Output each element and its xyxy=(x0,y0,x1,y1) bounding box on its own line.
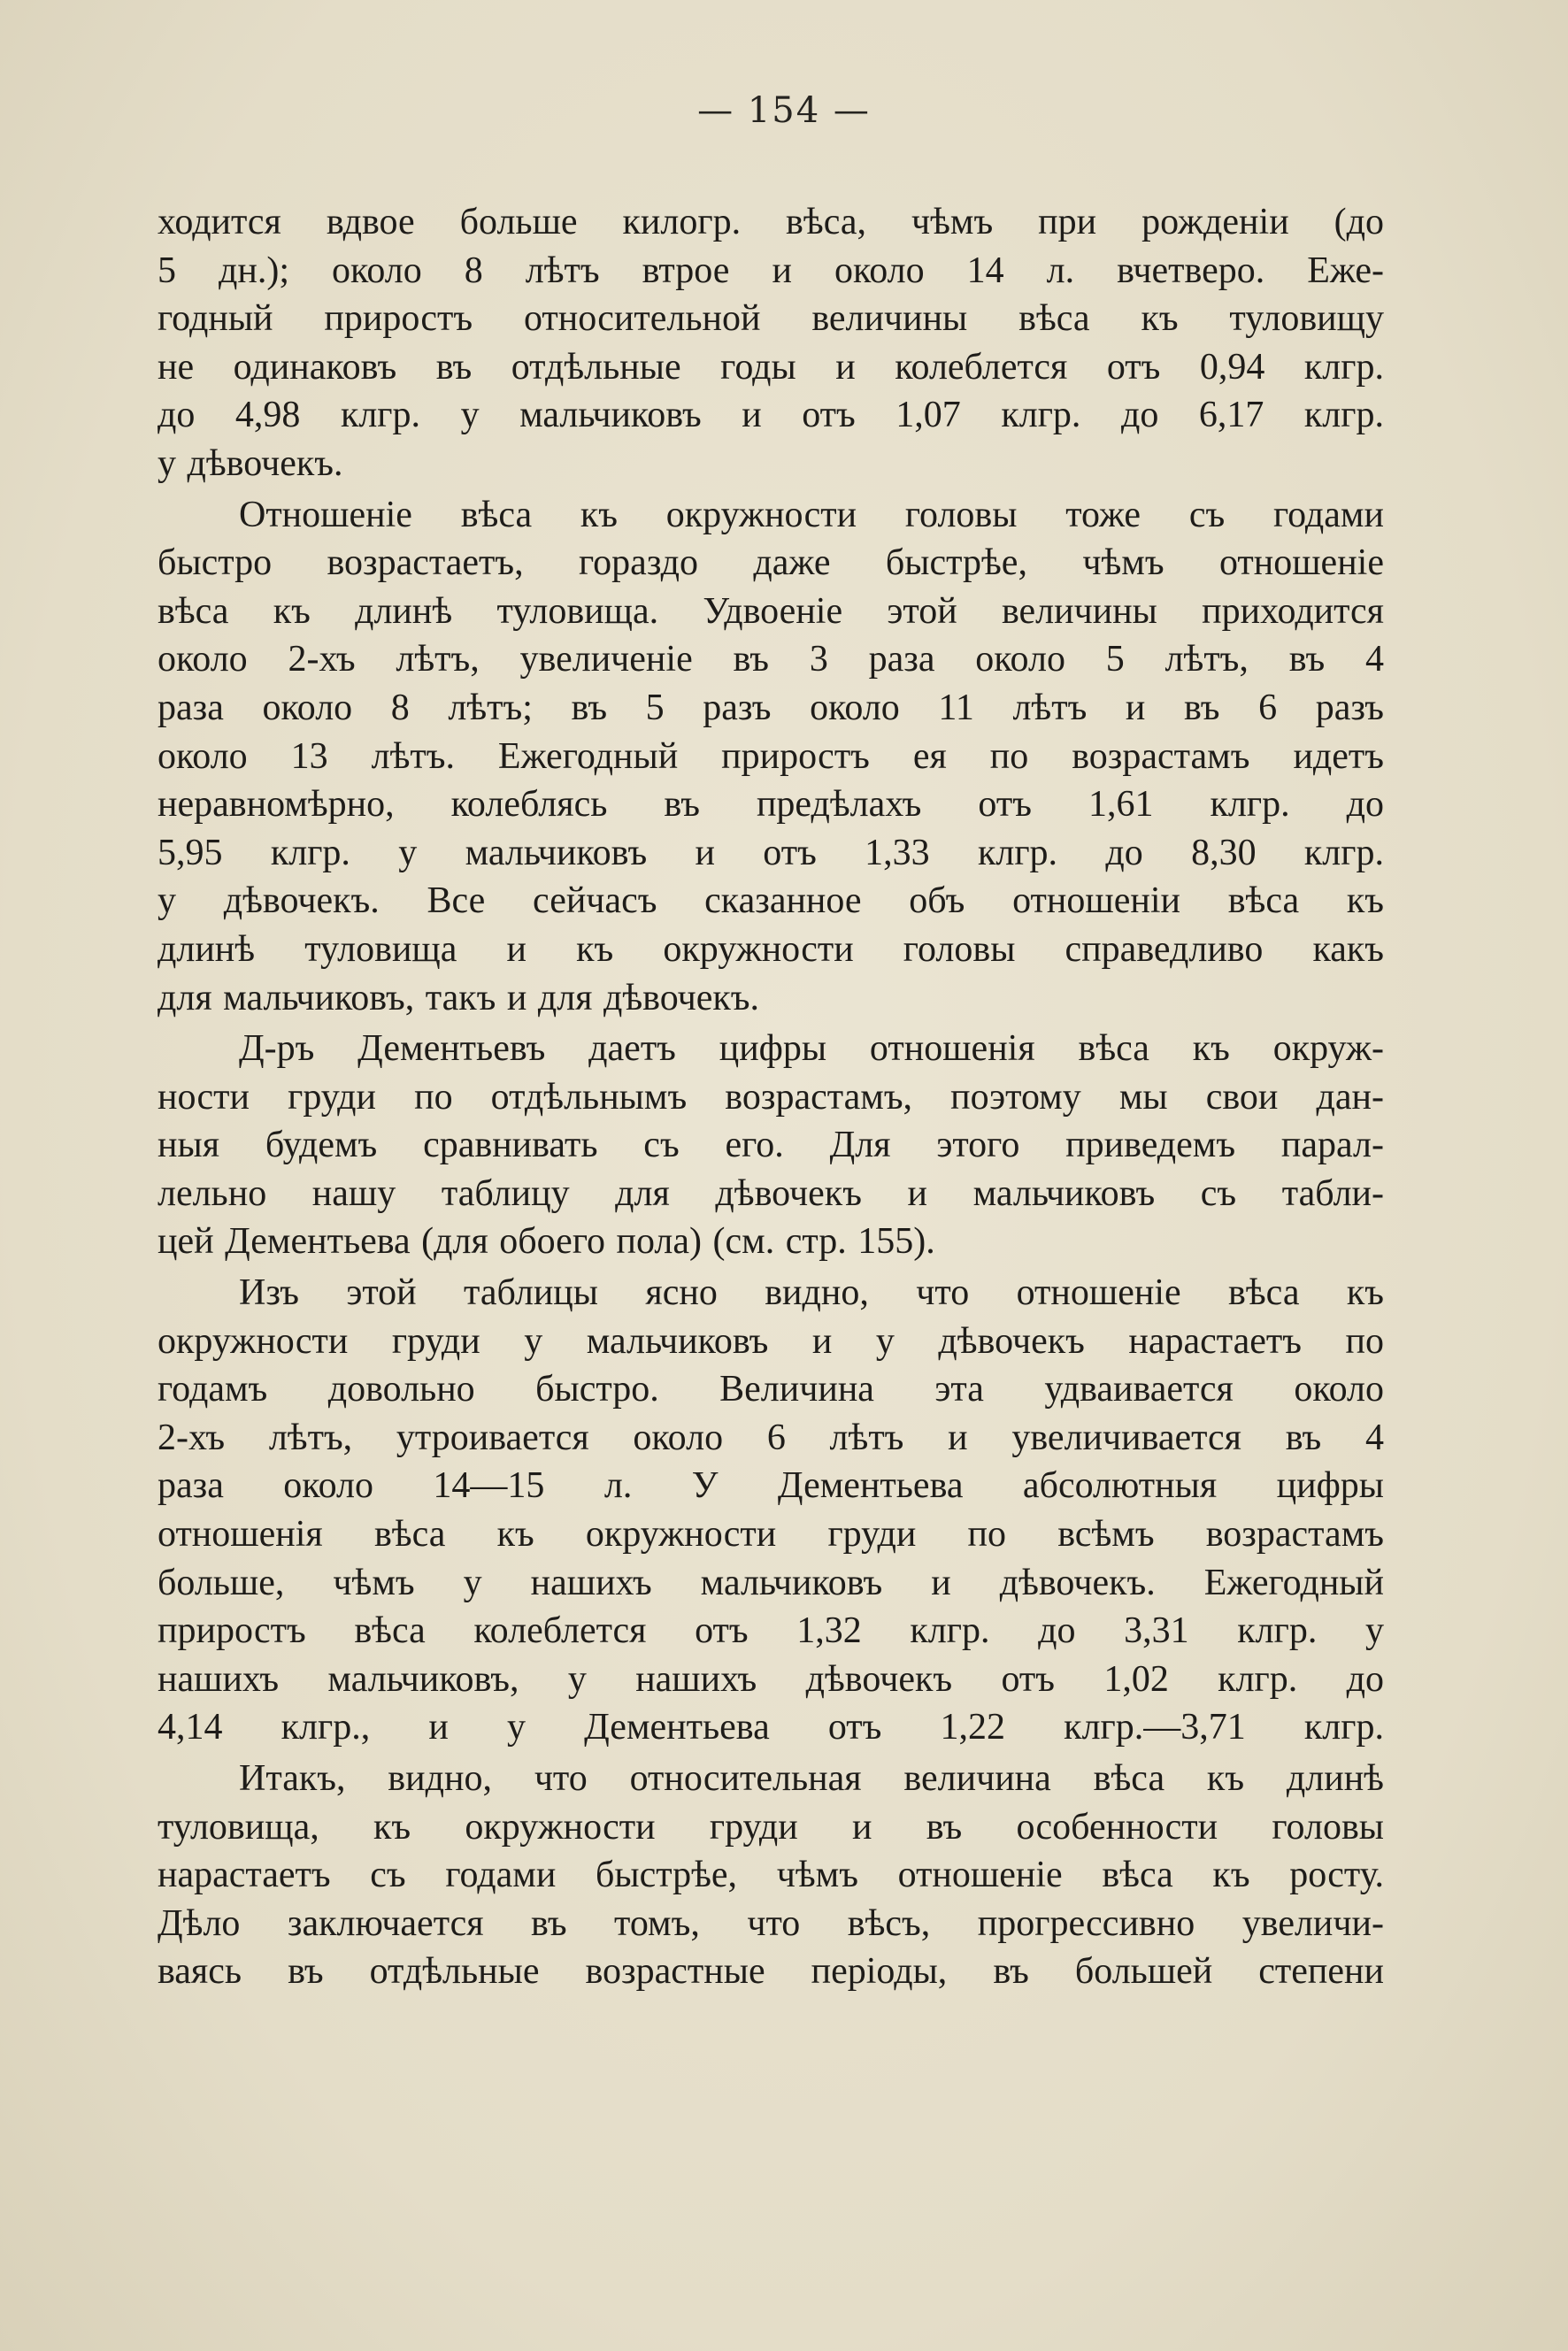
text-line: не одинаковъ въ отдѣльные годы и колеблется отъ 0,94 клгр. xyxy=(158,346,1384,388)
text-line: Дѣло заключается въ томъ, что вѣсъ, прогрессивно увеличи- xyxy=(158,1902,1384,1944)
text-line: Д-ръ Дементьевъ даетъ цифры отношенія вѣса къ окруж- xyxy=(239,1028,1384,1070)
text-line: раза около 8 лѣтъ; въ 5 разъ около 11 лѣтъ и въ 6 разъ xyxy=(158,687,1384,728)
text-line: Итакъ, видно, что относительная величина вѣса къ длинѣ xyxy=(239,1758,1384,1799)
text-line: до 4,98 клгр. у мальчиковъ и отъ 1,07 клгр. до 6,17 клгр. xyxy=(158,395,1384,436)
text-line: раза около 14—15 л. У Дементьева абсолютныя цифры xyxy=(158,1465,1384,1507)
text-line: цей Дементьева (для обоего пола) (см. стр. 155). xyxy=(158,1221,935,1263)
text-line: нарастаетъ съ годами быстрѣе, чѣмъ отношеніе вѣса къ росту. xyxy=(158,1855,1384,1896)
text-line: 5 дн.); около 8 лѣтъ втрое и около 14 л. вчетверо. Еже- xyxy=(158,250,1384,291)
text-line: ходится вдвое больше килогр. вѣса, чѣмъ при рожденіи (до xyxy=(158,202,1384,242)
text-line: лельно нашу таблицу для дѣвочекъ и мальчиковъ съ табли- xyxy=(158,1172,1384,1214)
text-line: для мальчиковъ, такъ и для дѣвочекъ. xyxy=(158,977,760,1018)
text-line: отношенія вѣса къ окружности груди по всѣмъ возрастамъ xyxy=(158,1514,1384,1556)
body-text xyxy=(158,198,1384,1996)
page-number: — 154 — xyxy=(697,90,871,131)
text-line: ныя будемъ сравнивать съ его. Для этого приведемъ парал- xyxy=(158,1125,1384,1166)
text-line: у дѣвочекъ. xyxy=(158,442,343,484)
text-line: Отношеніе вѣса къ окружности головы тоже съ годами xyxy=(239,494,1384,535)
text-line: у дѣвочекъ. Все сейчасъ сказанное объ отношеніи вѣса къ xyxy=(158,880,1384,922)
text-line: 5,95 клгр. у мальчиковъ и отъ 1,33 клгр. до 8,30 клгр. xyxy=(158,832,1384,873)
text-line: годамъ довольно быстро. Величина эта удваивается около xyxy=(158,1369,1384,1410)
text-line: окружности груди у мальчиковъ и у дѣвочекъ нарастаетъ по xyxy=(158,1320,1384,1362)
text-line: ности груди по отдѣльнымъ возрастамъ, поэтому мы свои дан- xyxy=(158,1076,1384,1118)
text-line: ваясь въ отдѣльные возрастные періоды, въ большей степени xyxy=(158,1951,1384,1993)
text-line: 4,14 клгр., и у Дементьева отъ 1,22 клгр.—3,71 клгр. xyxy=(158,1707,1384,1748)
text-line: около 2-хъ лѣтъ, увеличеніе въ 3 раза около 5 лѣтъ, въ 4 xyxy=(158,639,1384,680)
text-line: нашихъ мальчиковъ, у нашихъ дѣвочекъ отъ 1,02 клгр. до xyxy=(158,1658,1384,1700)
text-line: Изъ этой таблицы ясно видно, что отношеніе вѣса къ xyxy=(239,1272,1384,1314)
text-line: больше, чѣмъ у нашихъ мальчиковъ и дѣвочекъ. Ежегодный xyxy=(158,1562,1384,1603)
text-line: годный приростъ относительной величины вѣса къ туловищу xyxy=(158,298,1384,340)
text-line: 2-хъ лѣтъ, утроивается около 6 лѣтъ и увеличивается въ 4 xyxy=(158,1417,1384,1458)
paragraph-4 xyxy=(158,1269,1384,1752)
text-line: приростъ вѣса колеблется отъ 1,32 клгр. до 3,31 клгр. у xyxy=(158,1610,1384,1652)
paragraph-1 xyxy=(158,198,1384,488)
text-line: быстро возрастаетъ, гораздо даже быстрѣе, чѣмъ отношеніе xyxy=(158,542,1384,584)
paragraph-3 xyxy=(158,1025,1384,1266)
text-line: туловища, къ окружности груди и въ особенности головы xyxy=(158,1806,1384,1848)
text-line: около 13 лѣтъ. Ежегодный приростъ ея по возрастамъ идетъ xyxy=(158,735,1384,777)
paragraph-2 xyxy=(158,491,1384,1023)
paragraph-5 xyxy=(158,1755,1384,1996)
text-line: длинѣ туловища и къ окружности головы справедливо какъ xyxy=(158,928,1384,970)
text-line: вѣса къ длинѣ туловища. Удвоеніе этой величины приходится xyxy=(158,590,1384,632)
text-line: неравномѣрно, колеблясь въ предѣлахъ отъ 1,61 клгр. до xyxy=(158,784,1384,826)
